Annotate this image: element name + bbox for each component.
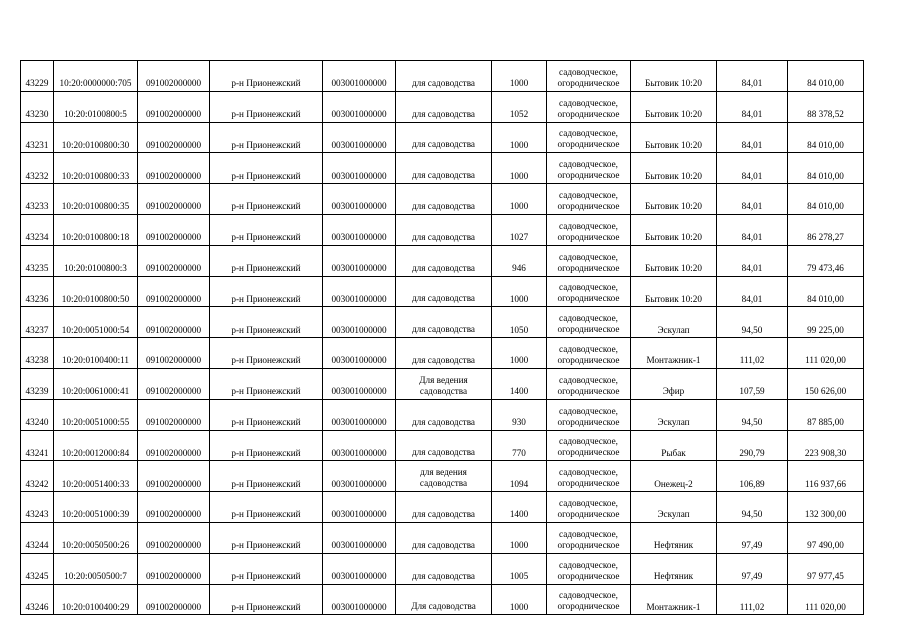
district-cell: р-н Прионежский xyxy=(210,214,323,245)
land-category-cell xyxy=(547,430,631,461)
cadastral-number-cell: 10:20:0051400:33 xyxy=(54,461,138,492)
table-row xyxy=(21,368,864,399)
row-number-cell: 43243 xyxy=(21,492,54,523)
okato-code-cell: 091002000000 xyxy=(138,399,210,430)
land-use-cell: для садоводства xyxy=(396,153,492,184)
row-number-cell: 43245 xyxy=(21,553,54,584)
association-cell: Эскулап xyxy=(631,307,717,338)
okato-code-cell: 091002000000 xyxy=(138,214,210,245)
association-cell: Бытовик 10:20 xyxy=(631,153,717,184)
classifier-code-cell: 003001000000 xyxy=(323,522,396,553)
land-use-cell: для садоводства xyxy=(396,91,492,122)
table-row xyxy=(21,307,864,338)
cadastral-number-cell: 10:20:0100800:3 xyxy=(54,245,138,276)
district-cell: р-н Прионежский xyxy=(210,461,323,492)
land-category-line: садоводческое, xyxy=(559,159,618,170)
cadastral-value-cell: 79 473,46 xyxy=(788,245,864,276)
association-cell: Бытовик 10:20 xyxy=(631,276,717,307)
association-cell: Бытовик 10:20 xyxy=(631,245,717,276)
association-cell: Эфир xyxy=(631,368,717,399)
classifier-code-cell: 003001000000 xyxy=(323,368,396,399)
cadastral-number-cell: 10:20:0100400:29 xyxy=(54,584,138,615)
table-row xyxy=(21,522,864,553)
land-use-line: Для ведения xyxy=(419,374,468,385)
land-category-line: садоводческое, xyxy=(559,66,618,77)
cadastral-value-cell: 88 378,52 xyxy=(788,91,864,122)
land-category-cell xyxy=(547,245,631,276)
table-row xyxy=(21,399,864,430)
cadastral-number-cell: 10:20:0051000:39 xyxy=(54,492,138,523)
classifier-code-cell: 003001000000 xyxy=(323,492,396,523)
land-use-line: садоводства xyxy=(419,385,468,396)
area-cell: 1050 xyxy=(492,307,547,338)
row-number-cell: 43238 xyxy=(21,338,54,369)
land-use-cell: для садоводства xyxy=(396,245,492,276)
land-category-line: огородническое xyxy=(557,231,620,242)
land-category-line: огородническое xyxy=(557,170,620,181)
classifier-code-cell: 003001000000 xyxy=(323,122,396,153)
row-number-cell: 43246 xyxy=(21,584,54,615)
area-cell: 1000 xyxy=(492,584,547,615)
land-use-cell: для садоводства xyxy=(396,522,492,553)
row-number-cell: 43233 xyxy=(21,184,54,215)
association-cell: Бытовик 10:20 xyxy=(631,214,717,245)
land-category-line: садоводческое, xyxy=(559,282,618,293)
land-use-cell: для садоводства xyxy=(396,307,492,338)
okato-code-cell: 091002000000 xyxy=(138,91,210,122)
cadastral-number-cell: 10:20:0100800:5 xyxy=(54,91,138,122)
cadastral-value-cell: 111 020,00 xyxy=(788,584,864,615)
specific-value-cell: 290,79 xyxy=(717,430,788,461)
classifier-code-cell: 003001000000 xyxy=(323,338,396,369)
association-cell: Рыбак xyxy=(631,430,717,461)
association-cell: Нефтяник xyxy=(631,553,717,584)
association-cell: Эскулап xyxy=(631,492,717,523)
area-cell: 1000 xyxy=(492,522,547,553)
cadastral-value-cell: 111 020,00 xyxy=(788,338,864,369)
specific-value-cell: 84,01 xyxy=(717,184,788,215)
cadastral-number-cell: 10:20:0100800:35 xyxy=(54,184,138,215)
area-cell: 1000 xyxy=(492,276,547,307)
specific-value-cell: 84,01 xyxy=(717,61,788,92)
specific-value-cell: 84,01 xyxy=(717,153,788,184)
row-number-cell: 43232 xyxy=(21,153,54,184)
land-use-cell: для садоводства xyxy=(396,338,492,369)
land-category-line: огородническое xyxy=(557,508,620,519)
district-cell: р-н Прионежский xyxy=(210,430,323,461)
district-cell: р-н Прионежский xyxy=(210,91,323,122)
classifier-code-cell: 003001000000 xyxy=(323,153,396,184)
cadastral-value-cell: 223 908,30 xyxy=(788,430,864,461)
land-use-cell: для садоводства xyxy=(396,184,492,215)
land-category-line: огородническое xyxy=(557,601,620,612)
cadastral-number-cell: 10:20:0050500:7 xyxy=(54,553,138,584)
land-category-line: огородническое xyxy=(557,539,620,550)
land-category-line: садоводческое, xyxy=(559,251,618,262)
table-row xyxy=(21,338,864,369)
district-cell: р-н Прионежский xyxy=(210,368,323,399)
table-row xyxy=(21,153,864,184)
row-number-cell: 43230 xyxy=(21,91,54,122)
area-cell: 1000 xyxy=(492,153,547,184)
okato-code-cell: 091002000000 xyxy=(138,276,210,307)
okato-code-cell: 091002000000 xyxy=(138,584,210,615)
table-row xyxy=(21,276,864,307)
area-cell: 770 xyxy=(492,430,547,461)
land-category-cell xyxy=(547,492,631,523)
district-cell: р-н Прионежский xyxy=(210,553,323,584)
land-category-line: садоводческое, xyxy=(559,528,618,539)
cadastral-value-cell: 99 225,00 xyxy=(788,307,864,338)
land-category-line: садоводческое, xyxy=(559,343,618,354)
land-use-cell: для садоводства xyxy=(396,61,492,92)
table-row xyxy=(21,61,864,92)
land-category-cell xyxy=(547,461,631,492)
row-number-cell: 43236 xyxy=(21,276,54,307)
land-category-line: садоводческое, xyxy=(559,128,618,139)
specific-value-cell: 84,01 xyxy=(717,214,788,245)
area-cell: 1000 xyxy=(492,184,547,215)
land-category-line: огородническое xyxy=(557,324,620,335)
table-row xyxy=(21,461,864,492)
district-cell: р-н Прионежский xyxy=(210,122,323,153)
okato-code-cell: 091002000000 xyxy=(138,245,210,276)
district-cell: р-н Прионежский xyxy=(210,584,323,615)
area-cell: 1052 xyxy=(492,91,547,122)
classifier-code-cell: 003001000000 xyxy=(323,430,396,461)
okato-code-cell: 091002000000 xyxy=(138,368,210,399)
cadastral-value-cell: 86 278,27 xyxy=(788,214,864,245)
land-use-cell: для садоводства xyxy=(396,214,492,245)
land-use-cell: для садоводства xyxy=(396,553,492,584)
land-category-line: огородническое xyxy=(557,385,620,396)
row-number-cell: 43237 xyxy=(21,307,54,338)
row-number-cell: 43240 xyxy=(21,399,54,430)
land-category-line: огородническое xyxy=(557,77,620,88)
land-category-line: садоводческое, xyxy=(559,467,618,478)
okato-code-cell: 091002000000 xyxy=(138,338,210,369)
association-cell: Бытовик 10:20 xyxy=(631,61,717,92)
land-category-cell xyxy=(547,61,631,92)
land-use-cell xyxy=(396,368,492,399)
area-cell: 1005 xyxy=(492,553,547,584)
cadastral-value-cell: 84 010,00 xyxy=(788,276,864,307)
district-cell: р-н Прионежский xyxy=(210,492,323,523)
table-row xyxy=(21,553,864,584)
cadastral-value-cell: 150 626,00 xyxy=(788,368,864,399)
table-row xyxy=(21,91,864,122)
land-category-cell xyxy=(547,153,631,184)
land-category-cell xyxy=(547,91,631,122)
land-category-line: огородническое xyxy=(557,262,620,273)
cadastral-value-cell: 84 010,00 xyxy=(788,61,864,92)
row-number-cell: 43229 xyxy=(21,61,54,92)
land-category-line: садоводческое, xyxy=(559,220,618,231)
land-category-cell xyxy=(547,122,631,153)
okato-code-cell: 091002000000 xyxy=(138,461,210,492)
land-category-cell xyxy=(547,184,631,215)
district-cell: р-н Прионежский xyxy=(210,338,323,369)
specific-value-cell: 84,01 xyxy=(717,91,788,122)
land-category-cell xyxy=(547,368,631,399)
land-use-cell: Для садоводства xyxy=(396,584,492,615)
cadastral-value-cell: 84 010,00 xyxy=(788,184,864,215)
table-row xyxy=(21,492,864,523)
cadastral-value-cell: 84 010,00 xyxy=(788,122,864,153)
row-number-cell: 43244 xyxy=(21,522,54,553)
land-category-line: огородническое xyxy=(557,139,620,150)
okato-code-cell: 091002000000 xyxy=(138,61,210,92)
specific-value-cell: 84,01 xyxy=(717,122,788,153)
area-cell: 1400 xyxy=(492,368,547,399)
classifier-code-cell: 003001000000 xyxy=(323,276,396,307)
association-cell: Монтажник-1 xyxy=(631,584,717,615)
specific-value-cell: 111,02 xyxy=(717,338,788,369)
area-cell: 930 xyxy=(492,399,547,430)
land-category-cell xyxy=(547,553,631,584)
cadastral-value-table xyxy=(20,60,864,615)
cadastral-number-cell: 10:20:0100800:18 xyxy=(54,214,138,245)
land-category-line: огородническое xyxy=(557,478,620,489)
classifier-code-cell: 003001000000 xyxy=(323,461,396,492)
cadastral-number-cell: 10:20:0000000:705 xyxy=(54,61,138,92)
cadastral-value-cell: 132 300,00 xyxy=(788,492,864,523)
table-body xyxy=(21,61,864,615)
table-row xyxy=(21,584,864,615)
land-category-cell xyxy=(547,584,631,615)
cadastral-value-cell: 87 885,00 xyxy=(788,399,864,430)
table-row xyxy=(21,184,864,215)
district-cell: р-н Прионежский xyxy=(210,399,323,430)
land-category-line: садоводческое, xyxy=(559,313,618,324)
district-cell: р-н Прионежский xyxy=(210,522,323,553)
district-cell: р-н Прионежский xyxy=(210,61,323,92)
land-use-cell: для садоводства xyxy=(396,122,492,153)
classifier-code-cell: 003001000000 xyxy=(323,245,396,276)
association-cell: Монтажник-1 xyxy=(631,338,717,369)
okato-code-cell: 091002000000 xyxy=(138,522,210,553)
specific-value-cell: 111,02 xyxy=(717,584,788,615)
area-cell: 1000 xyxy=(492,122,547,153)
land-use-cell: для садоводства xyxy=(396,276,492,307)
okato-code-cell: 091002000000 xyxy=(138,553,210,584)
association-cell: Эскулап xyxy=(631,399,717,430)
classifier-code-cell: 003001000000 xyxy=(323,584,396,615)
cadastral-value-cell: 84 010,00 xyxy=(788,153,864,184)
land-category-cell xyxy=(547,522,631,553)
specific-value-cell: 97,49 xyxy=(717,553,788,584)
table-row xyxy=(21,430,864,461)
row-number-cell: 43239 xyxy=(21,368,54,399)
okato-code-cell: 091002000000 xyxy=(138,430,210,461)
land-category-cell xyxy=(547,399,631,430)
row-number-cell: 43231 xyxy=(21,122,54,153)
association-cell: Бытовик 10:20 xyxy=(631,122,717,153)
specific-value-cell: 106,89 xyxy=(717,461,788,492)
land-category-line: огородническое xyxy=(557,293,620,304)
land-category-line: садоводческое, xyxy=(559,374,618,385)
row-number-cell: 43241 xyxy=(21,430,54,461)
area-cell: 1000 xyxy=(492,61,547,92)
classifier-code-cell: 003001000000 xyxy=(323,307,396,338)
row-number-cell: 43234 xyxy=(21,214,54,245)
area-cell: 1000 xyxy=(492,338,547,369)
cadastral-value-cell: 116 937,66 xyxy=(788,461,864,492)
land-category-line: садоводческое, xyxy=(559,559,618,570)
land-use-line: для ведения xyxy=(420,467,467,478)
classifier-code-cell: 003001000000 xyxy=(323,214,396,245)
land-category-line: огородническое xyxy=(557,200,620,211)
land-category-cell xyxy=(547,307,631,338)
land-category-line: садоводческое, xyxy=(559,189,618,200)
cadastral-number-cell: 10:20:0051000:55 xyxy=(54,399,138,430)
land-category-cell xyxy=(547,338,631,369)
cadastral-number-cell: 10:20:0100400:11 xyxy=(54,338,138,369)
specific-value-cell: 94,50 xyxy=(717,307,788,338)
cadastral-value-cell: 97 977,45 xyxy=(788,553,864,584)
cadastral-number-cell: 10:20:0061000:41 xyxy=(54,368,138,399)
area-cell: 1400 xyxy=(492,492,547,523)
association-cell: Онежец-2 xyxy=(631,461,717,492)
row-number-cell: 43242 xyxy=(21,461,54,492)
cadastral-number-cell: 10:20:0051000:54 xyxy=(54,307,138,338)
district-cell: р-н Прионежский xyxy=(210,184,323,215)
specific-value-cell: 84,01 xyxy=(717,245,788,276)
classifier-code-cell: 003001000000 xyxy=(323,91,396,122)
land-use-line: садоводства xyxy=(419,478,468,489)
classifier-code-cell: 003001000000 xyxy=(323,184,396,215)
specific-value-cell: 97,49 xyxy=(717,522,788,553)
specific-value-cell: 84,01 xyxy=(717,276,788,307)
association-cell: Бытовик 10:20 xyxy=(631,91,717,122)
cadastral-number-cell: 10:20:0100800:33 xyxy=(54,153,138,184)
land-category-line: садоводческое, xyxy=(559,97,618,108)
land-category-line: садоводческое, xyxy=(559,497,618,508)
area-cell: 1094 xyxy=(492,461,547,492)
land-category-line: огородническое xyxy=(557,570,620,581)
classifier-code-cell: 003001000000 xyxy=(323,399,396,430)
table-row xyxy=(21,214,864,245)
cadastral-number-cell: 10:20:0050500:26 xyxy=(54,522,138,553)
okato-code-cell: 091002000000 xyxy=(138,122,210,153)
land-use-cell xyxy=(396,461,492,492)
specific-value-cell: 94,50 xyxy=(717,492,788,523)
okato-code-cell: 091002000000 xyxy=(138,153,210,184)
land-use-cell: для садоводства xyxy=(396,399,492,430)
land-category-cell xyxy=(547,214,631,245)
classifier-code-cell: 003001000000 xyxy=(323,553,396,584)
specific-value-cell: 94,50 xyxy=(717,399,788,430)
cadastral-value-cell: 97 490,00 xyxy=(788,522,864,553)
cadastral-number-cell: 10:20:0100800:30 xyxy=(54,122,138,153)
classifier-code-cell: 003001000000 xyxy=(323,61,396,92)
association-cell: Бытовик 10:20 xyxy=(631,184,717,215)
area-cell: 946 xyxy=(492,245,547,276)
land-category-line: огородническое xyxy=(557,416,620,427)
land-category-line: садоводческое, xyxy=(559,436,618,447)
land-category-line: огородническое xyxy=(557,354,620,365)
district-cell: р-н Прионежский xyxy=(210,153,323,184)
table-row xyxy=(21,122,864,153)
okato-code-cell: 091002000000 xyxy=(138,307,210,338)
land-use-cell: для садоводства xyxy=(396,430,492,461)
land-category-cell xyxy=(547,276,631,307)
land-category-line: огородническое xyxy=(557,108,620,119)
cadastral-number-cell: 10:20:0012000:84 xyxy=(54,430,138,461)
association-cell: Нефтяник xyxy=(631,522,717,553)
land-use-cell: для садоводства xyxy=(396,492,492,523)
specific-value-cell: 107,59 xyxy=(717,368,788,399)
cadastral-number-cell: 10:20:0100800:50 xyxy=(54,276,138,307)
table-row xyxy=(21,245,864,276)
land-category-line: огородническое xyxy=(557,447,620,458)
okato-code-cell: 091002000000 xyxy=(138,492,210,523)
land-category-line: садоводческое, xyxy=(559,590,618,601)
district-cell: р-н Прионежский xyxy=(210,307,323,338)
row-number-cell: 43235 xyxy=(21,245,54,276)
land-category-line: садоводческое, xyxy=(559,405,618,416)
district-cell: р-н Прионежский xyxy=(210,245,323,276)
area-cell: 1027 xyxy=(492,214,547,245)
okato-code-cell: 091002000000 xyxy=(138,184,210,215)
district-cell: р-н Прионежский xyxy=(210,276,323,307)
